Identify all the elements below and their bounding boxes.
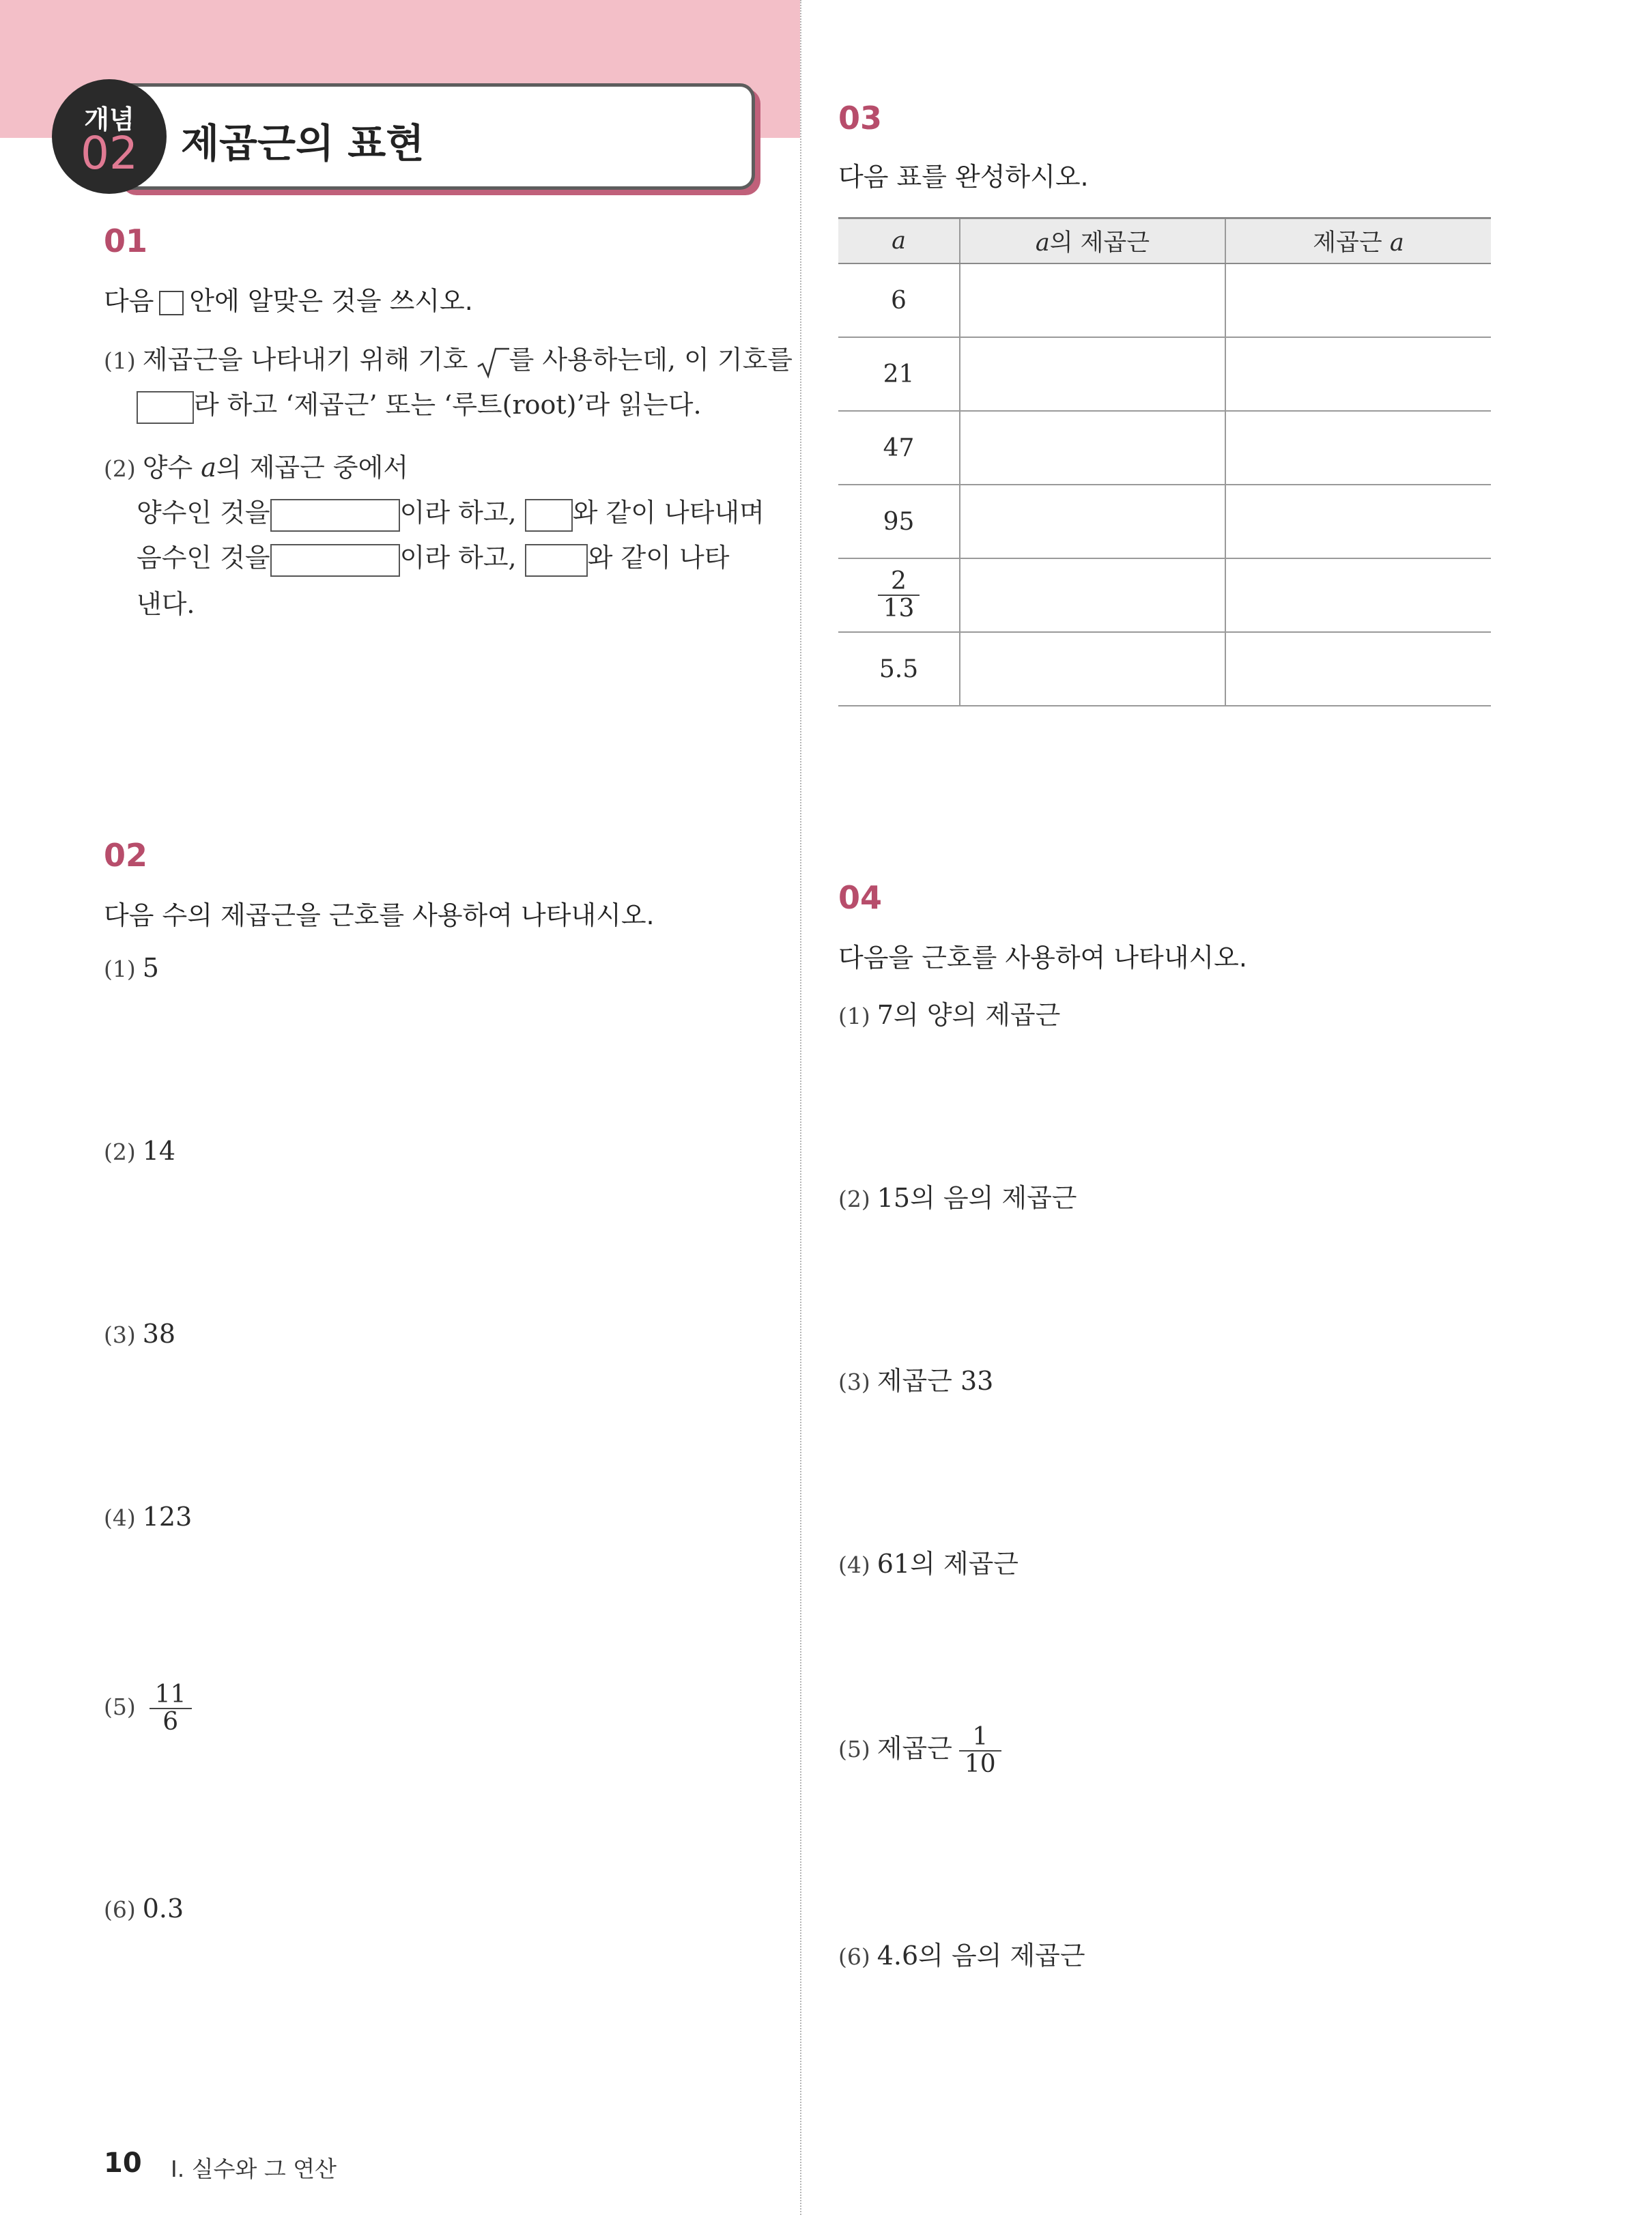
item-text: 와 같이 나타내며 xyxy=(572,498,765,528)
question-number-03: 03 xyxy=(838,100,883,137)
item-text: 이라 하고, xyxy=(399,543,517,573)
answer-blank[interactable] xyxy=(137,391,194,424)
item-value: 15의 음의 제곱근 xyxy=(877,1183,1077,1213)
q04-item-1 xyxy=(838,994,1060,1031)
chapter-title: I. 실수와 그 연산 xyxy=(171,2156,337,2182)
q02-item-1 xyxy=(104,953,159,983)
numerator: 2 xyxy=(878,569,920,596)
item-number: (6) xyxy=(104,1896,136,1923)
q02-item-2 xyxy=(104,1136,175,1166)
table-answer-cell[interactable] xyxy=(960,337,1225,411)
answer-blank[interactable] xyxy=(525,499,573,532)
table-answer-cell[interactable] xyxy=(960,263,1225,337)
table-answer-cell[interactable] xyxy=(960,632,1225,706)
denominator: 10 xyxy=(964,1749,996,1778)
item-value: 0.3 xyxy=(142,1894,184,1924)
radical-sign-icon xyxy=(476,346,509,379)
question-prompt-02: 다음 수의 제곱근을 근호를 사용하여 나타내시오. xyxy=(104,900,655,930)
item-value: 5 xyxy=(142,953,159,983)
table-answer-cell[interactable] xyxy=(960,558,1225,632)
column-divider xyxy=(800,0,801,2215)
q01-item-1-line2 xyxy=(137,384,702,424)
item-value: 7의 양의 제곱근 xyxy=(877,1000,1061,1030)
item-value: 제곱근 33 xyxy=(877,1366,994,1396)
q02-item-3 xyxy=(104,1319,175,1349)
item-text: 음수인 것을 xyxy=(137,543,270,573)
table-answer-cell[interactable] xyxy=(1225,263,1491,337)
q01-item-2-line2 xyxy=(137,491,765,532)
table-answer-cell[interactable] xyxy=(1225,337,1491,411)
item-number: (2) xyxy=(838,1186,870,1212)
q04-item-5 xyxy=(838,1724,1001,1777)
variable: a xyxy=(1389,229,1404,257)
answer-blank[interactable] xyxy=(525,544,588,577)
table-cell-a: 6 xyxy=(838,263,960,337)
item-number: (1) xyxy=(838,1003,870,1029)
item-number: (5) xyxy=(838,1736,870,1763)
table-answer-cell[interactable] xyxy=(960,485,1225,558)
question-prompt-04: 다음을 근호를 사용하여 나타내시오. xyxy=(838,943,1247,973)
q01-item-1-line1 xyxy=(104,339,793,379)
question-prompt-03: 다음 표를 완성하시오. xyxy=(838,162,1089,192)
question-number-01: 01 xyxy=(104,223,148,259)
item-number: (2) xyxy=(104,455,136,482)
answer-blank[interactable] xyxy=(270,499,400,532)
table-row xyxy=(838,411,1491,485)
item-number: (1) xyxy=(104,347,136,374)
fraction xyxy=(149,1682,192,1735)
item-value: 14 xyxy=(142,1136,176,1166)
badge-label: 개념 xyxy=(84,104,134,134)
q01-item-2-line4: 낸다. xyxy=(137,589,195,619)
item-text: 를 사용하는데, 이 기호를 xyxy=(509,345,793,375)
table-answer-cell[interactable] xyxy=(1225,632,1491,706)
table-answer-cell[interactable] xyxy=(1225,411,1491,485)
item-value: 38 xyxy=(142,1319,176,1349)
square-root-table xyxy=(838,217,1491,706)
table-row xyxy=(838,263,1491,337)
item-number: (3) xyxy=(838,1369,870,1395)
table-answer-cell[interactable] xyxy=(1225,558,1491,632)
item-text: 라 하고 ‘제곱근’ 또는 ‘루트(root)’라 읽는다. xyxy=(194,390,702,420)
item-text: 제곱근을 나타내기 위해 기호 xyxy=(142,345,468,375)
q04-item-4 xyxy=(838,1543,1019,1580)
q01-item-2-line1 xyxy=(104,446,408,484)
numerator: 1 xyxy=(959,1724,1001,1752)
page-title: 제곱근의 표현 xyxy=(181,120,425,167)
fraction xyxy=(959,1724,1001,1777)
title-box xyxy=(116,83,755,190)
page-number: 10 xyxy=(104,2147,142,2179)
table-answer-cell[interactable] xyxy=(1225,485,1491,558)
item-value: 123 xyxy=(142,1502,193,1532)
q04-item-3 xyxy=(838,1360,993,1397)
item-number: (3) xyxy=(104,1321,136,1348)
item-number: (4) xyxy=(838,1552,870,1578)
q02-item-5 xyxy=(104,1682,192,1735)
item-value: 4.6의 음의 제곱근 xyxy=(877,1941,1085,1971)
table-row xyxy=(838,337,1491,411)
item-number: (6) xyxy=(838,1943,870,1970)
table-cell-a: 5.5 xyxy=(838,632,960,706)
table-cell-a: 95 xyxy=(838,485,960,558)
item-number: (4) xyxy=(104,1504,136,1531)
table-answer-cell[interactable] xyxy=(960,411,1225,485)
table-cell-a xyxy=(838,558,960,632)
item-text: 의 제곱근 중에서 xyxy=(216,453,409,483)
table-header-row xyxy=(838,218,1491,264)
question-number-02: 02 xyxy=(104,837,148,874)
variable: a xyxy=(1035,229,1050,257)
question-prompt-01 xyxy=(104,280,473,317)
variable: a xyxy=(892,227,906,255)
concept-badge xyxy=(52,79,167,194)
q04-item-6 xyxy=(838,1934,1085,1972)
fraction xyxy=(878,569,920,622)
prompt-suffix: 안에 알맞은 것을 쓰시오. xyxy=(189,286,473,316)
table-row xyxy=(838,558,1491,632)
table-header-sqrt-of-a xyxy=(960,218,1225,264)
item-value: 61의 제곱근 xyxy=(877,1549,1019,1579)
table-header-a xyxy=(838,218,960,264)
item-number: (2) xyxy=(104,1139,136,1165)
table-header-sqrt-a xyxy=(1225,218,1491,264)
q02-item-6 xyxy=(104,1894,184,1924)
q01-item-2-line3 xyxy=(137,537,729,577)
table-row xyxy=(838,632,1491,706)
item-text: 와 같이 나타 xyxy=(587,543,730,573)
header-text: 의 제곱근 xyxy=(1049,229,1150,257)
table-cell-a: 47 xyxy=(838,411,960,485)
item-text: 이라 하고, xyxy=(399,498,517,528)
denominator: 6 xyxy=(162,1707,179,1736)
variable: a xyxy=(201,453,216,483)
item-number: (1) xyxy=(104,956,136,982)
q02-item-4 xyxy=(104,1502,192,1532)
numerator: 11 xyxy=(149,1682,192,1709)
prompt-prefix: 다음 xyxy=(104,286,154,316)
empty-box-symbol xyxy=(159,291,184,315)
answer-blank[interactable] xyxy=(270,544,400,577)
denominator: 13 xyxy=(883,595,915,623)
item-text: 양수인 것을 xyxy=(137,498,270,528)
header-text: 제곱근 xyxy=(1313,229,1382,257)
item-value: 제곱근 xyxy=(877,1733,952,1764)
table-cell-a: 21 xyxy=(838,337,960,411)
badge-number: 02 xyxy=(81,127,138,180)
table-row xyxy=(838,485,1491,558)
question-number-04: 04 xyxy=(838,879,883,916)
item-number: (5) xyxy=(104,1694,136,1721)
q04-item-2 xyxy=(838,1177,1077,1214)
item-text: 양수 xyxy=(142,453,193,483)
